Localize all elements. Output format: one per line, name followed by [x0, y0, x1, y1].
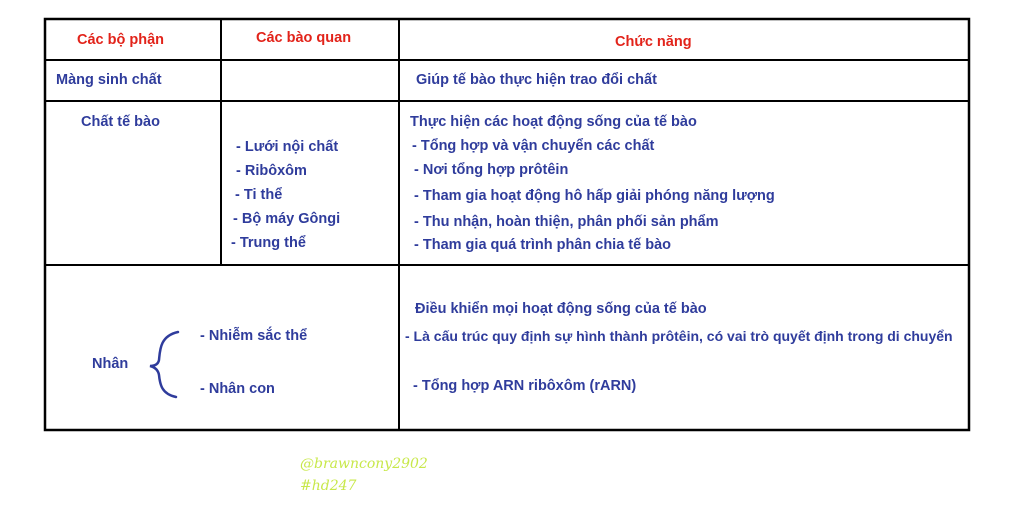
organelle-ribosome: - Ribôxôm	[236, 163, 307, 179]
component-nucleolus: - Nhân con	[200, 381, 275, 397]
function-cytoplasm-main: Thực hiện các hoạt động sống của tế bào	[410, 114, 697, 130]
function-nucleus-2: - Tổng hợp ARN ribôxôm (rARN)	[413, 378, 637, 394]
function-nucleus-main: Điều khiển mọi hoạt động sống của tế bào	[415, 301, 707, 317]
part-nucleus: Nhân	[92, 356, 129, 372]
part-cytoplasm: Chất tế bào	[81, 114, 160, 130]
function-nucleus-1: - Là cấu trúc quy định sự hình thành prôtêin, có vai trò quyết định trong di chuyển	[405, 328, 953, 344]
watermark-handle: @brawncony2902	[300, 456, 428, 472]
organelle-golgi: - Bộ máy Gôngi	[233, 211, 341, 227]
watermark-tag: #hd247	[300, 478, 357, 494]
function-cytoplasm-5: - Tham gia quá trình phân chia tế bào	[414, 237, 671, 253]
function-cytoplasm-4: - Thu nhận, hoàn thiện, phân phối sản phẩm	[414, 214, 719, 230]
function-cytoplasm-3: - Tham gia hoạt động hô hấp giải phóng năng lượng	[414, 188, 775, 204]
header-parts: Các bộ phận	[77, 32, 165, 48]
organelle-er: - Lưới nội chất	[236, 139, 339, 155]
part-membrane: Màng sinh chất	[56, 72, 162, 88]
function-cytoplasm-1: - Tổng hợp và vận chuyển các chất	[412, 138, 655, 154]
organelle-mitochondria: - Ti thể	[235, 187, 283, 203]
component-chromosome: - Nhiễm sắc thể	[200, 328, 308, 344]
organelle-centrosome: - Trung thể	[231, 235, 306, 251]
curly-brace-icon	[150, 332, 178, 397]
header-function: Chức năng	[615, 34, 692, 50]
header-organelles: Các bào quan	[256, 30, 352, 46]
function-cytoplasm-2: - Nơi tổng hợp prôtêin	[414, 162, 569, 178]
function-membrane: Giúp tế bào thực hiện trao đổi chất	[416, 72, 657, 88]
